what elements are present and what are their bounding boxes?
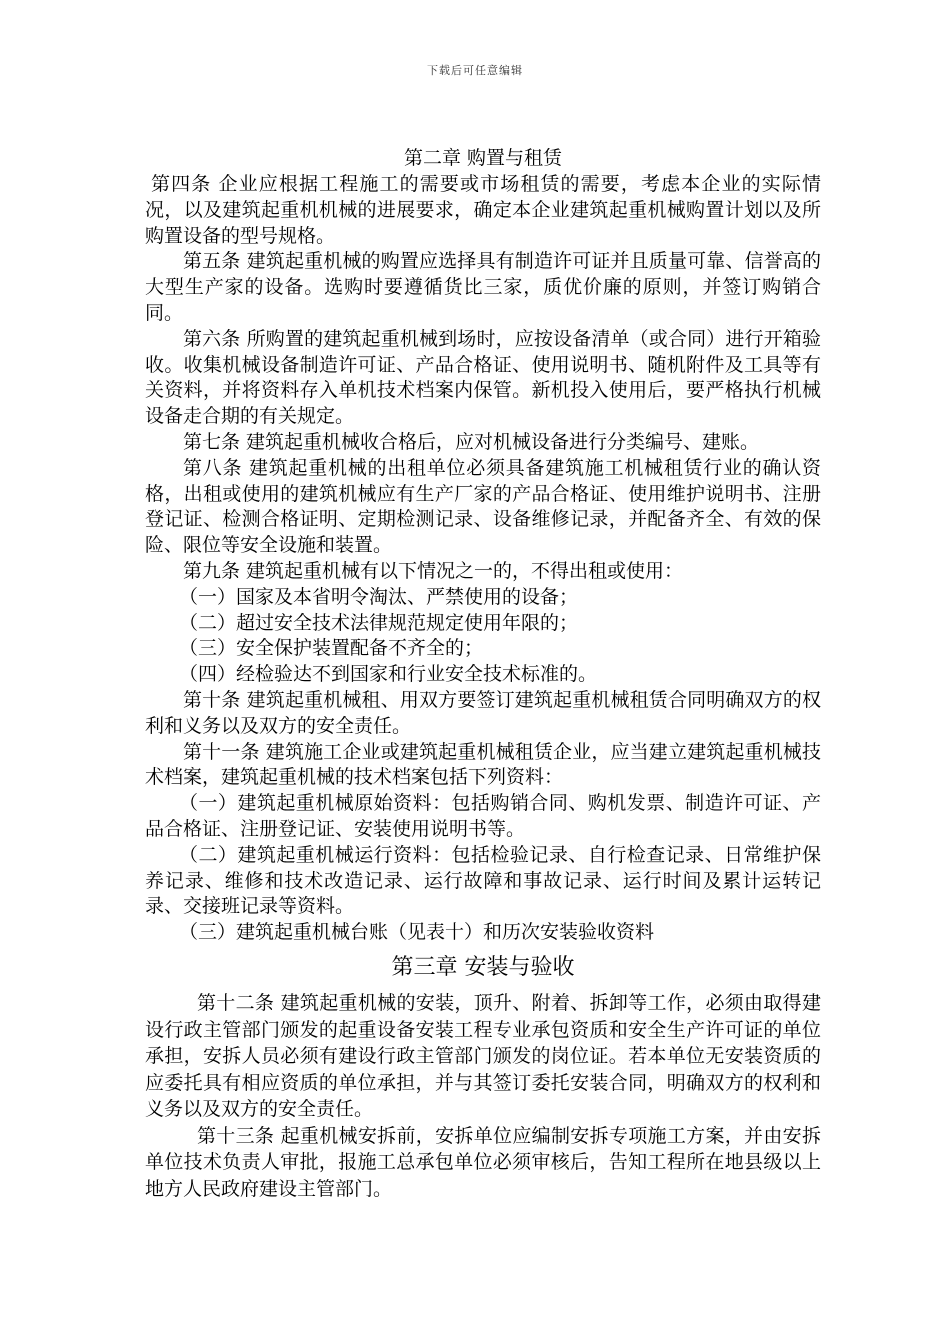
article-9-item-2: （二）超过安全技术法律规范规定使用年限的； bbox=[179, 611, 579, 634]
article-9-item-1: （一）国家及本省明令淘汰、严禁使用的设备； bbox=[179, 585, 579, 608]
page-header-note: 下载后可任意编辑 bbox=[427, 64, 523, 77]
article-4: 第四条 企业应根据工程施工的需要或市场租赁的需要，考虑本企业的实际情况，以及建筑起重机机械的进展要求，确定本企业建筑起重机械购置计划以及所购置设备的型号规格。 bbox=[145, 173, 821, 247]
chapter-3-body bbox=[145, 990, 821, 1203]
article-5: 第五条 建筑起重机械的购置应选择具有制造许可证并且质量可靠、信誉高的大型生产家的设备。选购时要遵循货比三家，质优价廉的原则，并签订购销合同。 bbox=[145, 250, 821, 324]
article-7: 第七条 建筑起重机械收合格后，应对机械设备进行分类编号、建账。 bbox=[183, 430, 760, 453]
article-9-item-4: （四）经检验达不到国家和行业安全技术标准的。 bbox=[179, 663, 598, 686]
document-body bbox=[145, 146, 821, 1203]
article-9-item-3: （三）安全保护装置配备不齐全的； bbox=[179, 637, 484, 660]
article-11-item-3: （三）建筑起重机械台账（见表十）和历次安装验收资料 bbox=[179, 921, 655, 944]
article-10: 第十条 建筑起重机械租、用双方要签订建筑起重机械租赁合同明确双方的权利和义务以及双方的安全责任。 bbox=[145, 688, 821, 737]
article-11: 第十一条 建筑施工企业或建筑起重机械租赁企业，应当建立建筑起重机械技术档案，建筑起重机械的技术档案包括下列资料： bbox=[145, 740, 821, 789]
article-12: 第十二条 建筑起重机械的安装，顶升、附着、拆卸等工作，必须由取得建设行政主管部门颁发的起重设备安装工程专业承包资质和安全生产许可证的单位承担，安拆人员必须有建设行政主管部门颁发的岗位证。若本单位无安装资质的应委托具有相应资质的单位承担，并与其签订委托安装合同，明确双方的权利和义务以及双方的安全责任。 bbox=[145, 991, 821, 1121]
article-13: 第十三条 起重机械安拆前，安拆单位应编制安拆专项施工方案，并由安拆单位技术负责人审批，报施工总承包单位必须审核后，告知工程所在地县级以上地方人民政府建设主管部门。 bbox=[145, 1124, 821, 1201]
chapter-3-title: 第三章 安装与验收 bbox=[391, 954, 575, 980]
chapter-2-title: 第二章 购置与租赁 bbox=[403, 147, 563, 169]
article-11-item-1: （一）建筑起重机械原始资料：包括购销合同、购机发票、制造许可证、产品合格证、注册登记证、安装使用说明书等。 bbox=[145, 792, 821, 840]
article-8: 第八条 建筑起重机械的出租单位必须具备建筑施工机械租赁行业的确认资格，出租或使用的建筑机械应有生产厂家的产品合格证、使用维护说明书、注册登记证、检测合格证明、定期检测记录、设备维修记录，并配备齐全、有效的保险、限位等安全设施和装置。 bbox=[145, 456, 821, 557]
article-9: 第九条 建筑起重机械有以下情况之一的，不得出租或使用： bbox=[183, 559, 684, 582]
article-6: 第六条 所购置的建筑起重机械到场时，应按设备清单（或合同）进行开箱验收。收集机械设备制造许可证、产品合格证、使用说明书、随机附件及工具等有关资料，并将资料存入单机技术档案内保管。新机投入使用后，要严格执行机械设备走合期的有关规定。 bbox=[145, 327, 821, 428]
article-11-item-2: （二）建筑起重机械运行资料：包括检验记录、自行检查记录、日常维护保养记录、维修和技术改造记录、运行故障和事故记录、运行时间及累计运转记录、交接班记录等资料。 bbox=[145, 843, 821, 918]
